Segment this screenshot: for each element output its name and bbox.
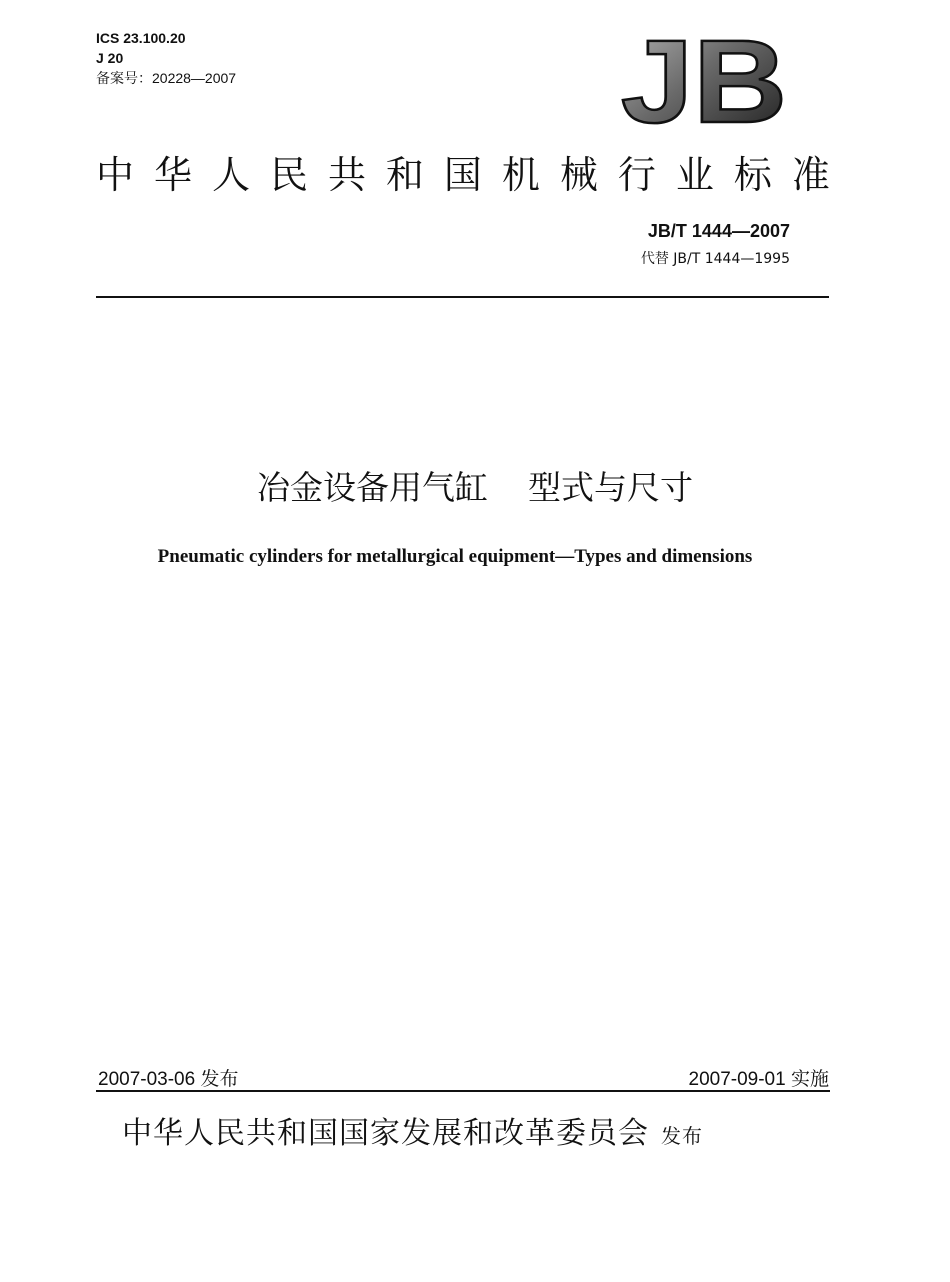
ics-code: ICS 23.100.20 [96,30,186,46]
title-chinese [0,466,950,510]
implement-date: 2007-09-01 [688,1069,786,1090]
org-title-char: 行 [617,153,656,197]
classification-code: J 20 [96,50,124,66]
jb-logo-text: JB [621,32,787,128]
org-title-char: 中 [96,153,135,197]
title-chinese-sub: 型式与尺寸 [528,468,693,507]
org-title-char: 华 [153,153,192,197]
implement-date-line [689,1064,830,1091]
issue-date: 2007-03-06 [98,1069,196,1090]
replaces-standard: 代替 JB/T 1444—1995 [640,251,790,267]
implement-label: 实施 [790,1068,829,1090]
org-title [96,150,830,200]
org-title-char: 业 [675,153,714,197]
org-title-char: 民 [269,153,308,197]
org-title-char: 机 [501,153,540,197]
publisher-name: 中华人民共和国国家发展和改革委员会 [122,1116,649,1151]
org-title-char: 和 [385,153,424,197]
bottom-divider [96,1090,830,1092]
record-number: 备案号：20228—2007 [96,70,237,86]
org-title-char: 人 [211,153,250,197]
org-title-char: 国 [443,153,482,197]
top-divider [96,296,829,298]
org-title-char: 共 [327,153,366,197]
org-title-char: 标 [733,153,772,197]
org-title-char: 准 [791,153,830,197]
publisher-suffix: 发布 [661,1124,703,1148]
publisher-line [122,1114,703,1156]
header-codes [96,28,236,88]
org-title-char: 械 [559,153,598,197]
title-chinese-main: 冶金设备用气缸 [257,468,488,507]
issue-date-line [98,1064,239,1091]
jb-logo [618,32,790,128]
standard-number: JB/T 1444—2007 [647,221,790,241]
title-english: Pneumatic cylinders for metallurgical equipment—Types and dimensions [157,546,753,567]
issue-label: 发布 [200,1068,239,1090]
